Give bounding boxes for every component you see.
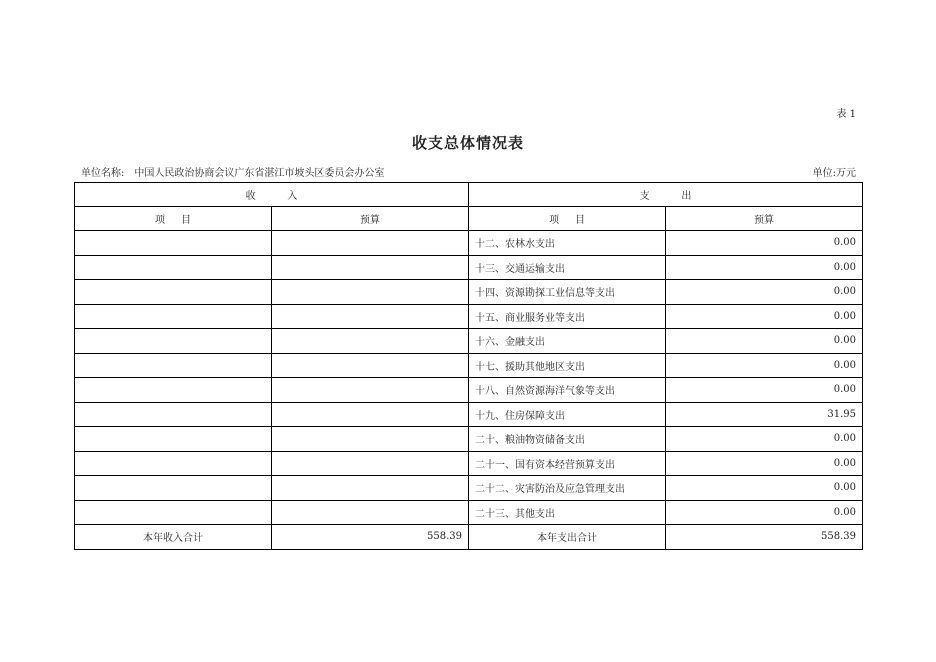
- income-budget-cell: [272, 231, 469, 256]
- unit-name-label: 单位名称:: [81, 168, 125, 179]
- expense-item-cell: 十九、住房保障支出: [469, 402, 666, 427]
- expense-section-header: 支 出: [469, 183, 863, 207]
- expense-item-cell: 十七、援助其他地区支出: [469, 353, 666, 378]
- expense-budget-cell: 0.00: [666, 255, 863, 280]
- table-row: [75, 255, 863, 280]
- expense-budget-cell: 0.00: [666, 378, 863, 403]
- table-row: [75, 500, 863, 525]
- table-row: [75, 476, 863, 501]
- table-row: [75, 329, 863, 354]
- income-budget-cell: [272, 476, 469, 501]
- expense-total-value: 558.39: [666, 525, 863, 550]
- income-item-cell: [75, 500, 272, 525]
- income-budget-cell: [272, 402, 469, 427]
- income-item-cell: [75, 280, 272, 305]
- income-budget-cell: [272, 280, 469, 305]
- income-budget-cell: [272, 451, 469, 476]
- income-budget-cell: [272, 329, 469, 354]
- income-budget-cell: [272, 500, 469, 525]
- income-total-value: 558.39: [272, 525, 469, 550]
- expense-budget-cell: 0.00: [666, 304, 863, 329]
- income-item-cell: [75, 427, 272, 452]
- total-row: [75, 525, 863, 550]
- expense-item-cell: 十四、资源勘探工业信息等支出: [469, 280, 666, 305]
- expense-item-cell: 十五、商业服务业等支出: [469, 304, 666, 329]
- expense-budget-cell: 0.00: [666, 427, 863, 452]
- expense-item-cell: 二十二、灾害防治及应急管理支出: [469, 476, 666, 501]
- expense-item-header: 项 目: [469, 207, 666, 231]
- expense-item-cell: 二十三、其他支出: [469, 500, 666, 525]
- page-title: 收支总体情况表: [411, 134, 524, 152]
- expense-budget-cell: 0.00: [666, 476, 863, 501]
- expense-item-cell: 十三、交通运输支出: [469, 255, 666, 280]
- income-budget-cell: [272, 304, 469, 329]
- income-budget-cell: [272, 427, 469, 452]
- table-row: [75, 231, 863, 256]
- expense-item-cell: 二十、粮油物资储备支出: [469, 427, 666, 452]
- income-item-header: 项 目: [75, 207, 272, 231]
- header-row-columns: [75, 207, 863, 231]
- table-row: [75, 304, 863, 329]
- expense-budget-cell: 0.00: [666, 500, 863, 525]
- expense-budget-cell: 0.00: [666, 353, 863, 378]
- income-item-cell: [75, 329, 272, 354]
- income-budget-header: 预算: [272, 207, 469, 231]
- expense-budget-cell: 0.00: [666, 280, 863, 305]
- expense-item-cell: 十二、农林水支出: [469, 231, 666, 256]
- expense-item-cell: 十八、自然资源海洋气象等支出: [469, 378, 666, 403]
- unit-name-line: [81, 164, 384, 179]
- income-item-cell: [75, 304, 272, 329]
- expense-budget-cell: 0.00: [666, 329, 863, 354]
- expense-item-cell: 十六、金融支出: [469, 329, 666, 354]
- income-section-header: 收 入: [75, 183, 469, 207]
- income-item-cell: [75, 255, 272, 280]
- table-row: [75, 427, 863, 452]
- expense-budget-cell: 0.00: [666, 451, 863, 476]
- income-budget-cell: [272, 255, 469, 280]
- table-row: [75, 451, 863, 476]
- table-row: [75, 402, 863, 427]
- income-item-cell: [75, 378, 272, 403]
- unit-name-value: 中国人民政治协商会议广东省湛江市坡头区委员会办公室: [134, 168, 385, 179]
- income-total-label: 本年收入合计: [75, 525, 272, 550]
- expense-budget-header: 预算: [666, 207, 863, 231]
- income-budget-cell: [272, 378, 469, 403]
- table-row: [75, 378, 863, 403]
- expense-budget-cell: 0.00: [666, 231, 863, 256]
- table-number: 表 1: [836, 109, 856, 120]
- budget-summary-table: [74, 182, 863, 550]
- currency-unit: 单位:万元: [812, 168, 856, 179]
- income-item-cell: [75, 451, 272, 476]
- expense-item-cell: 二十一、国有资本经营预算支出: [469, 451, 666, 476]
- table-row: [75, 353, 863, 378]
- header-row-sections: [75, 183, 863, 207]
- income-item-cell: [75, 402, 272, 427]
- income-item-cell: [75, 476, 272, 501]
- expense-total-label: 本年支出合计: [469, 525, 666, 550]
- table-row: [75, 280, 863, 305]
- income-item-cell: [75, 353, 272, 378]
- income-budget-cell: [272, 353, 469, 378]
- income-item-cell: [75, 231, 272, 256]
- expense-budget-cell: 31.95: [666, 402, 863, 427]
